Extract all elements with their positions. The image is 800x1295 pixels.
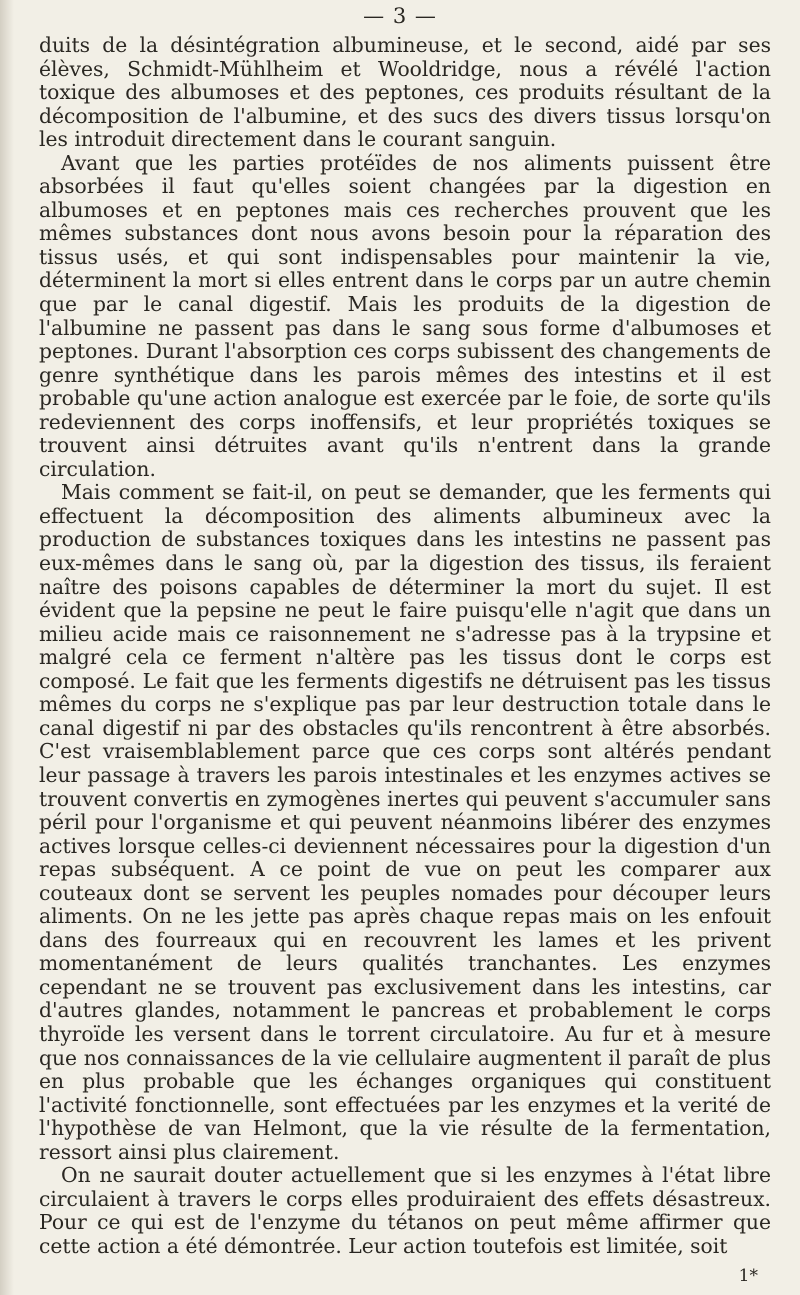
signature-mark: 1* (738, 1266, 758, 1286)
page-number: — 3 — (363, 4, 437, 28)
paragraph-1: duits de la désintégration albumineuse, et le second, aidé par ses élèves, Schmidt-Mühlheim et Wooldridge, nous a révélé l'action toxique des albumoses et des peptones, ces produits résultant de la décomposition de l'albumine, et des sucs des divers tissus lorsqu'on les introduit directement dans le courant sanguin. (39, 33, 771, 152)
paragraph-2: Avant que les parties protéïdes de nos aliments puissent être absorbées il faut qu'elles soient changées par la digestion en albumoses et en peptones mais ces recherches prouvent que les mêmes substances dont nous avons besoin pour la réparation des tissus usés, et qui sont indispensables pour maintenir la vie, déterminent la mort si elles entrent dans le corps par un autre chemin que par le canal digestif. Mais les produits de la digestion de l'albumine ne passent pas dans le sang sous forme d'albumoses et peptones. Durant l'absorption ces corps subissent des changements de genre synthétique dans les parois mêmes des intestins et il est probable qu'une action analogue est exercée par le foie, de sorte qu'ils redeviennent des corps inoffensifs, et leur propriétés toxiques se trouvent ainsi détruites avant qu'ils n'entrent dans la grande circulation. (39, 150, 771, 481)
paragraph-3: Mais comment se fait-il, on peut se demander, que les ferments qui effectuent la décomposition des aliments albumineux avec la production de substances toxiques dans les intestins ne passent pas eux-mêmes dans le sang où, par la digestion des tissus, ils feraient naître des poisons capables de déterminer la mort du sujet. Il est évident que la pepsine ne peut le faire puisqu'elle n'agit que dans un milieu acide mais ce raisonnement ne s'adresse pas à la trypsine et malgré cela ce ferment n'altère pas les tissus dont le corps est composé. Le fait que les ferments digestifs ne détruisent pas les tissus mêmes du corps ne s'explique pas par leur destruction totale dans le canal digestif ni par des obstacles qu'ils rencontrent à être absorbés. C'est vraisemblablement parce que ces corps sont altérés pendant leur passage à travers les parois intestinales et les enzymes actives se trouvent convertis en zymogènes inertes qui peuvent s'accumuler sans péril pour l'organisme et qui peuvent néanmoins libérer des enzymes actives lorsque celles-ci deviennent nécessaires pour la digestion d'un repas subséquent. A ce point de vue on peut les comparer aux couteaux dont se servent les peuples nomades pour découper leurs aliments. On ne les jette pas après chaque repas mais on les enfouit dans des fourreaux qui en recouvrent les lames et les privent momentanément de leurs qualités tranchantes. Les enzymes cependant ne se trouvent pas exclusivement dans les intestins, car d'autres glandes, notamment le pancreas et probablement le corps thyroïde les versent dans le torrent circulatoire. Au fur et à mesure que nos connaissances de la vie cellulaire augmentent il paraît de plus en plus probable que les échanges organiques qui constituent l'activité fonctionnelle, sont effectuées par les enzymes et la verité de l'hypothèse de van Helmont, que la vie résulte de la fermentation, ressort ainsi plus clairement. (39, 480, 771, 1164)
body-text (39, 34, 771, 1258)
paragraph-4: On ne saurait douter actuellement que si les enzymes à l'état libre circulaient à travers le corps elles produiraient des effets désastreux. Pour ce qui est de l'enzyme du tétanos on peut même affirmer que cette action a été démontrée. Leur action toutefois est limitée, soit (39, 1163, 771, 1258)
page-edge-shadow (0, 0, 14, 1295)
